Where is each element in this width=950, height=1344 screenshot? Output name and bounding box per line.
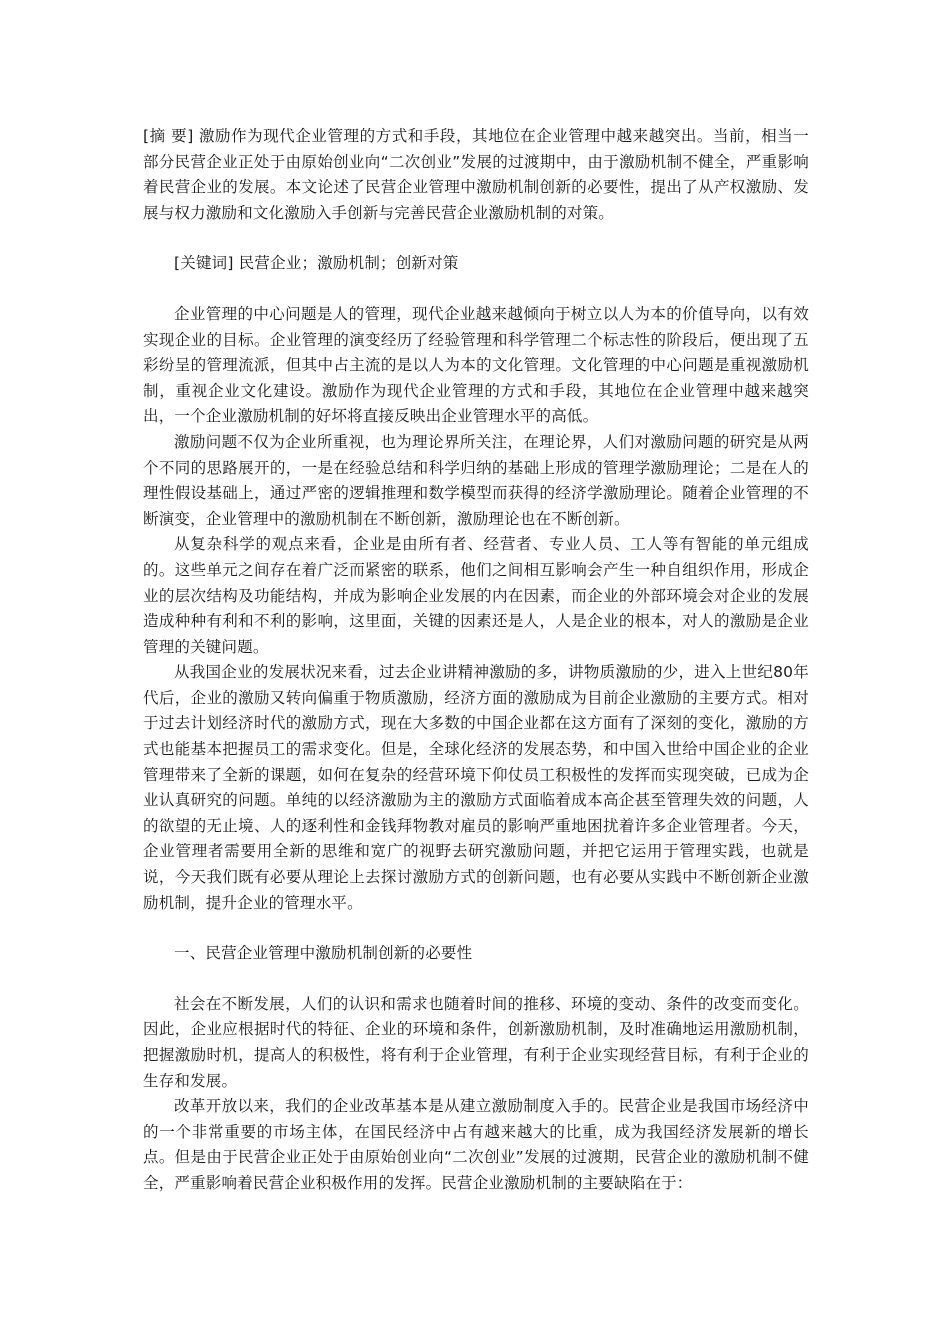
keywords-label: [关键词]: [174, 254, 234, 273]
spacer: [143, 967, 809, 992]
body-paragraph: 从复杂科学的观点来看，企业是由所有者、经营者、专业人员、工人等有智能的单元组成的。这些单元之间存在着广泛而紧密的联系，他们之间相互影响会产生一种自组织作用，形成企业的层次结构及功能结构，并成为影响企业发展的内在因素，而企业的外部环境会对企业的发展造成种种有利和不利的影响，这里面，关键的因素还是人，人是企业的根本，对人的激励是企业管理的关键问题。: [143, 535, 809, 656]
body-paragraph: 社会在不断发展，人们的认识和需求也随着时间的推移、环境的变动、条件的改变而变化。因此，企业应根据时代的特征、企业的环境和条件，创新激励机制，及时准确地运用激励机制，把握激励时机，提高人的积极性，将有利于企业管理，有利于企业实现经营目标，有利于企业的生存和发展。: [143, 994, 809, 1090]
abstract-text: 激励作为现代企业管理的方式和手段，其地位在企业管理中越来越突出。当前，相当一部分民营企业正处于由原始创业向“二次创业”发展的过渡期中，由于激励机制不健全，严重影响着民营企业的发展。本文论述了民营企业管理中激励机制创新的必要性，提出了从产权激励、发展与权力激励和文化激励入手创新与完善民营企业激励机制的对策。: [143, 127, 809, 222]
spacer: [143, 916, 809, 941]
body-paragraph: 从我国企业的发展状况来看，过去企业讲精神激励的多，讲物质激励的少，进入上世纪80年代后，企业的激励又转向偏重于物质激励，经济方面的激励成为目前企业激励的主要方式。相对于过去计划经济时代的激励方式，现在大多数的中国企业都在这方面有了深刻的变化，激励的方式也能基本把握员工的需求变化。但是，全球化经济的发展态势，和中国入世给中国企业的企业管理带来了全新的课题，如何在复杂的经营环境下仰仗员工积极性的发挥而实现突破，已成为企业认真研究的问题。单纯的以经济激励为主的激励方式面临着成本高企甚至管理失效的问题，人的欲望的无止境、人的逐利性和金钱拜物教对雇员的影响严重地困扰着许多企业管理者。今天，企业管理者需要用全新的思维和宽广的视野去研究激励问题，并把它运用于管理实践，也就是说，今天我们既有必要从理论上去探讨激励方式的创新问题，也有必要从实践中不断创新企业激励机制，提升企业的管理水平。: [143, 663, 809, 912]
spacer: [143, 277, 809, 302]
keywords-text: 民营企业；激励机制；创新对策: [233, 254, 459, 273]
abstract-label: [摘 要]: [143, 127, 194, 145]
body-paragraph: 激励问题不仅为企业所重视，也为理论界所关注，在理论界，人们对激励问题的研究是从两个不同的思路展开的，一是在经验总结和科学归纳的基础上形成的管理学激励理论；二是在人的理性假设基础上，通过严密的逻辑推理和数学模型而获得的经济学激励理论。随着企业管理的不断演变，企业管理中的激励机制在不断创新，激励理论也在不断创新。: [143, 432, 809, 528]
abstract-paragraph: [143, 124, 809, 226]
section-heading: 一、民营企业管理中激励机制创新的必要性: [174, 944, 473, 963]
body-paragraph: 企业管理的中心问题是人的管理，现代企业越来越倾向于树立以人为本的价值导向，以有效实现企业的目标。企业管理的演变经历了经验管理和科学管理二个标志性的阶段后，便出现了五彩纷呈的管理流派，但其中占主流的是以人为本的文化管理。文化管理的中心问题是重视激励机制，重视企业文化建设。激励作为现代企业管理的方式和手段，其地位在企业管理中越来越突出，一个企业激励机制的好坏将直接反映出企业管理水平的高低。: [143, 304, 809, 426]
document-page: [143, 124, 809, 1197]
keywords-paragraph: [143, 251, 809, 277]
spacer: [143, 226, 809, 251]
body-paragraph: 改革开放以来，我们的企业改革基本是从建立激励制度入手的。民营企业是我国市场经济中的一个非常重要的市场主体，在国民经济中占有越来越大的比重，成为我国经济发展新的增长点。但是由于民营企业正处于由原始创业向“二次创业”发展的过渡期，民营企业的激励机制不健全，严重影响着民营企业积极作用的发挥。民营企业激励机制的主要缺陷在于：: [143, 1097, 809, 1192]
